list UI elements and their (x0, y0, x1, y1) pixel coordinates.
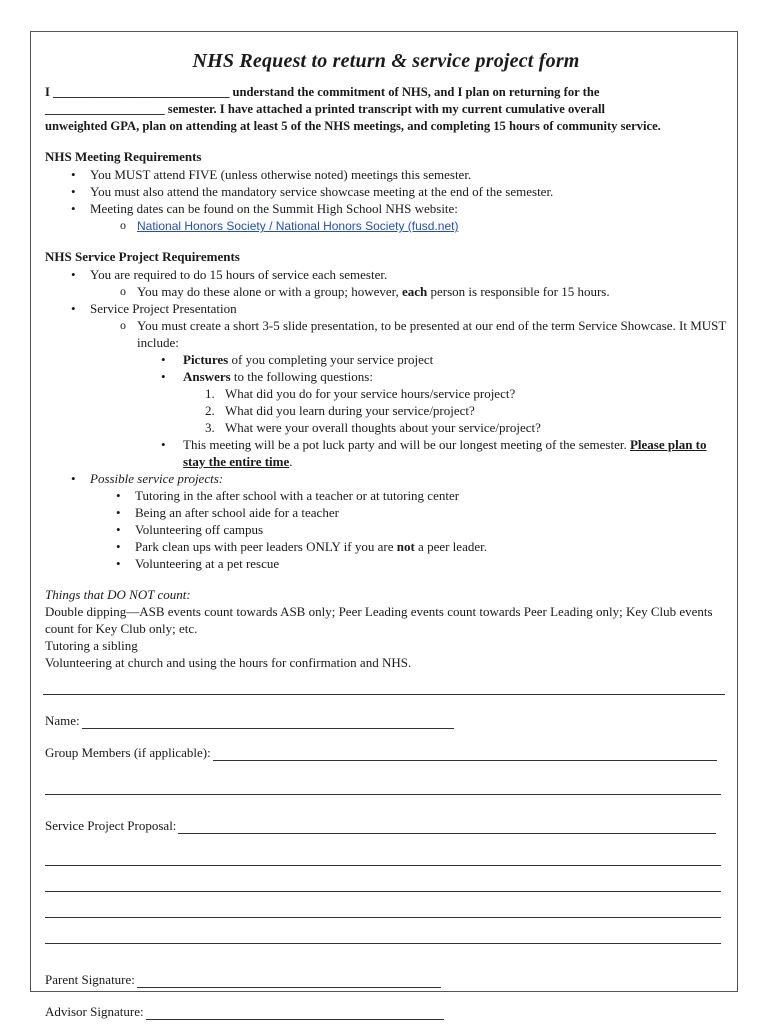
list-item (71, 266, 727, 300)
pictures-text: of you completing your service project (231, 352, 434, 367)
section-divider (43, 694, 725, 695)
presentation-requirements (137, 351, 727, 470)
list-item: • Being an after school aide for a teacher (116, 504, 727, 521)
nhs-website-link[interactable]: National Honors Society / National Honors Society (fusd.net) (137, 219, 459, 233)
advisor-signature-line[interactable] (146, 1007, 444, 1020)
question-item (205, 402, 727, 419)
advisor-signature-label: Advisor Signature: (45, 1004, 144, 1019)
answers-label: Answers (183, 369, 231, 384)
list-item (120, 217, 727, 235)
question-text: What did you learn during your service/project? (225, 403, 475, 418)
not-emphasis: not (396, 539, 415, 554)
does-not-count-heading: Things that DO NOT count: (45, 587, 191, 602)
parent-signature-line[interactable] (137, 975, 441, 988)
potluck-text: This meeting will be a pot luck party and will be our longest meeting of the semester. (183, 437, 627, 452)
proposal-field (45, 817, 727, 834)
intro-line3-text: unweighted GPA, plan on attending at least 5 of the NHS meetings, and completing 15 hours of community service. (45, 119, 661, 133)
list-item (71, 470, 727, 572)
name-label: Name: (45, 713, 80, 728)
meeting-heading: NHS Meeting Requirements (45, 149, 202, 164)
list-item (161, 368, 727, 436)
list-item: • You MUST attend FIVE (unless otherwise noted) meetings this semester. (71, 166, 727, 183)
potluck-period: . (289, 454, 293, 469)
advisor-signature-field (45, 1003, 727, 1020)
answers-text: to the following questions: (233, 369, 373, 384)
presentation-text: Service Project Presentation (90, 301, 237, 316)
hours-text: You are required to do 15 hours of service each semester. (90, 267, 388, 282)
question-number: 2. (205, 403, 215, 418)
question-number: 3. (205, 420, 215, 435)
list-item (120, 317, 727, 470)
list-item: • You must also attend the mandatory service showcase meeting at the end of the semester. (71, 183, 727, 200)
proposal-input-line-2[interactable] (45, 853, 721, 866)
signature-form (45, 712, 727, 1020)
intro-prefix: I (45, 85, 50, 99)
list-item: • Volunteering off campus (116, 521, 727, 538)
parent-signature-label: Parent Signature: (45, 972, 135, 987)
intro-statement (45, 84, 727, 135)
form-page (30, 31, 738, 1019)
website-sublist (90, 217, 727, 235)
service-list (45, 266, 727, 572)
question-item (205, 419, 727, 436)
question-number: 1. (205, 386, 215, 401)
park-text-b: a peer leader. (418, 539, 487, 554)
pictures-label: Pictures (183, 352, 229, 367)
page-title: NHS Request to return & service project form (192, 50, 580, 72)
does-not-count-line: Tutoring a sibling (45, 638, 138, 653)
intro-line2-text: semester. I have attached a printed transcript with my current cumulative overall (167, 102, 606, 116)
list-item (161, 351, 727, 368)
hours-sub-text-b: person is responsible for 15 hours. (430, 284, 610, 299)
each-emphasis: each (401, 284, 428, 299)
proposal-input-line-5[interactable] (45, 931, 721, 944)
list-item (71, 300, 727, 470)
presentation-sublist (90, 317, 727, 470)
proposal-input-line[interactable] (178, 821, 716, 834)
hours-sublist (90, 283, 727, 300)
questions-list (183, 385, 727, 436)
group-input-line-2[interactable] (45, 782, 721, 795)
possible-projects-list (90, 487, 727, 572)
intro-semester-blank[interactable]: ___________________ (45, 102, 165, 116)
list-item: • Volunteering at a pet rescue (116, 555, 727, 572)
name-field (45, 712, 727, 729)
list-item: • Tutoring in the after school with a teacher or at tutoring center (116, 487, 727, 504)
meeting-list (45, 166, 727, 235)
possible-projects-heading: Possible service projects: (90, 471, 224, 486)
park-text-a: Park clean ups with peer leaders ONLY if you are (135, 539, 394, 554)
intro-line1-text: understand the commitment of NHS, and I plan on returning for the (232, 85, 600, 99)
list-item (161, 436, 727, 470)
group-label: Group Members (if applicable): (45, 745, 211, 760)
does-not-count-section (45, 586, 727, 671)
question-text: What were your overall thoughts about your service/project? (225, 420, 541, 435)
presentation-sub-text: You must create a short 3-5 slide presentation, to be presented at our end of the term Service Showcase. It MUST include: (137, 318, 727, 350)
group-field (45, 744, 727, 761)
form-content (45, 48, 727, 671)
parent-signature-field (45, 971, 727, 988)
question-text: What did you do for your service hours/service project? (225, 386, 516, 401)
list-item (120, 283, 727, 300)
does-not-count-line: Double dipping—ASB events count towards ASB only; Peer Leading events count towards Peer Leading only; Key Club events count for Key Club only; etc. (45, 604, 713, 636)
list-item (116, 538, 727, 555)
proposal-label: Service Project Proposal: (45, 818, 177, 833)
name-input-line[interactable] (82, 716, 454, 729)
hours-sub-text-a: You may do these alone or with a group; however, (137, 284, 399, 299)
list-item (71, 200, 727, 235)
proposal-input-line-3[interactable] (45, 879, 721, 892)
does-not-count-line: Volunteering at church and using the hours for confirmation and NHS. (45, 655, 412, 670)
website-text: Meeting dates can be found on the Summit High School NHS website: (90, 201, 458, 216)
proposal-input-line-4[interactable] (45, 905, 721, 918)
question-item (205, 385, 727, 402)
group-input-line[interactable] (213, 748, 717, 761)
intro-name-blank[interactable]: ____________________________ (53, 85, 230, 99)
service-heading: NHS Service Project Requirements (45, 249, 240, 264)
stay-entire-time: Please plan to stay the entire time (183, 437, 707, 469)
